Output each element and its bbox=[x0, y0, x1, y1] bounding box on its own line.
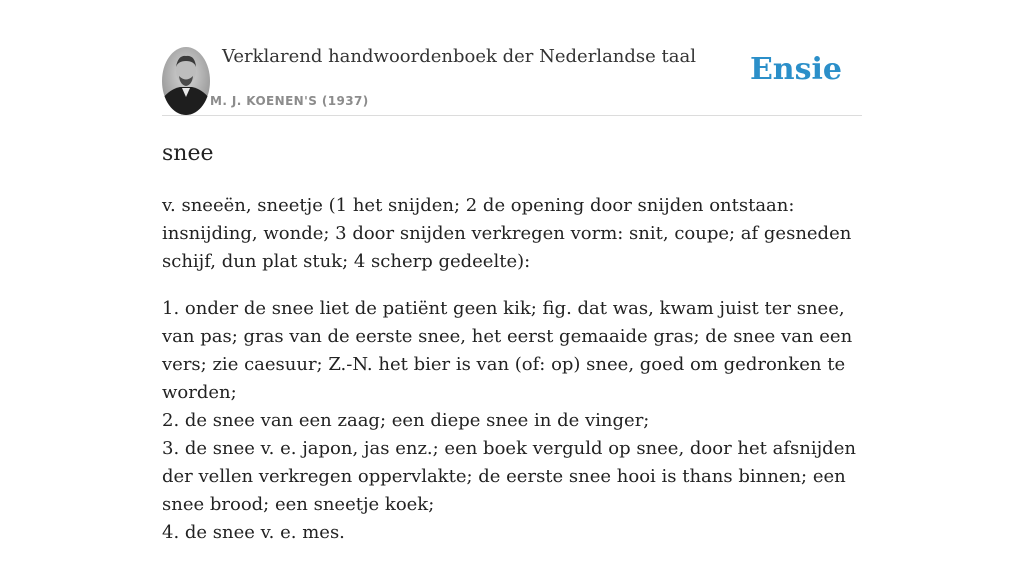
sense-1: 1. onder de snee liet de patiënt geen kik; fig. dat was, kwam juist ter snee, van pas; gras van de eerste snee, het eerst gemaaide gras; de snee van een vers; zie caesuur; Z.-N. het bier is van (of: op) snee, goed om gedronken te worden; bbox=[162, 298, 853, 403]
entry-body bbox=[162, 192, 866, 566]
sense-3: 3. de snee v. e. japon, jas enz.; een boek verguld op snee, door het afsnijden der vellen verkregen oppervlakte; de eerste snee hooi is thans binnen; een snee brood; een sneetje koek; bbox=[162, 438, 856, 515]
book-title: Verklarend handwoordenboek der Nederlandse taal bbox=[222, 46, 696, 67]
author-byline: M. J. KOENEN'S (1937) bbox=[210, 94, 369, 108]
author-portrait bbox=[162, 47, 210, 115]
entry-intro: v. sneeën, sneetje (1 het snijden; 2 de opening door snijden ontstaan: insnijding, wonde; 3 door snijden verkregen vorm: snit, coupe; af gesneden schijf, dun plat stuk; 4 scherp gedeelte): bbox=[162, 195, 852, 272]
entry-headword: snee bbox=[162, 141, 214, 166]
header bbox=[162, 0, 862, 116]
entry-senses bbox=[162, 295, 866, 547]
site-logo-link[interactable]: Ensie bbox=[749, 52, 842, 87]
sense-4: 4. de snee v. e. mes. bbox=[162, 522, 345, 543]
page-container bbox=[162, 0, 862, 543]
sense-2: 2. de snee van een zaag; een diepe snee in de vinger; bbox=[162, 410, 650, 431]
